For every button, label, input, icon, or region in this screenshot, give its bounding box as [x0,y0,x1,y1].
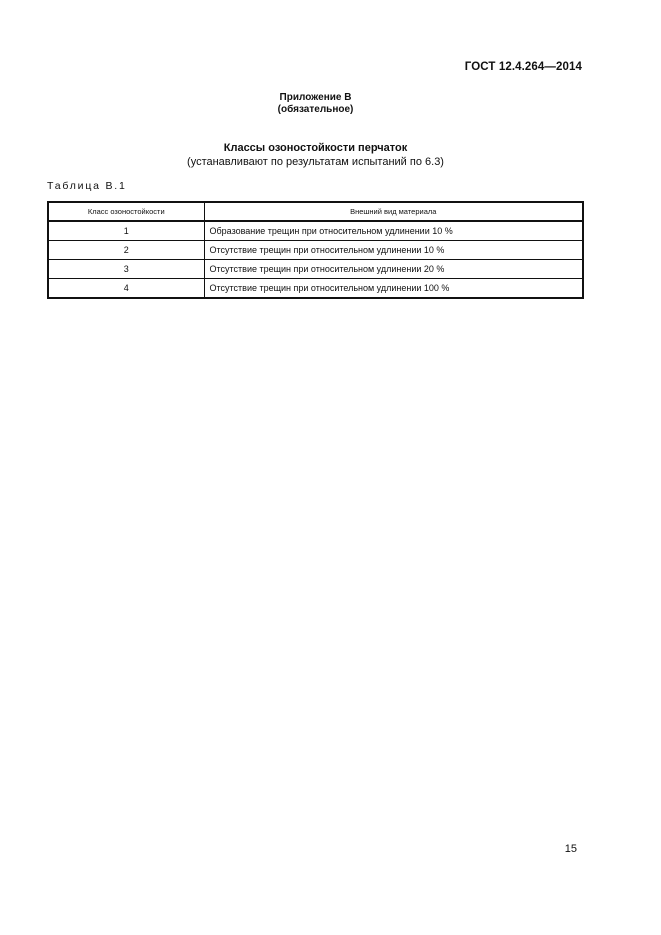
table-row [48,241,583,260]
cell-class: 3 [48,260,204,279]
table-label: Таблица В.1 [47,180,127,192]
appendix-heading [0,92,631,116]
cell-appearance: Отсутствие трещин при относительном удлинении 20 % [204,260,583,279]
cell-appearance: Образование трещин при относительном удлинении 10 % [204,221,583,241]
column-header-appearance: Внешний вид материала [204,202,583,221]
appendix-status: (обязательное) [277,104,354,115]
column-header-class: Класс озоностойкости [48,202,204,221]
table-row [48,221,583,241]
table-row [48,260,583,279]
page-number: 15 [564,843,577,855]
appendix-title: Приложение В [279,92,352,103]
cell-class: 4 [48,279,204,299]
section-subtitle: (устанавливают по результатам испытаний по 6.3) [187,156,444,168]
section-title: Классы озоностойкости перчаток [223,142,408,154]
ozone-resistance-table [47,201,584,299]
cell-appearance: Отсутствие трещин при относительном удлинении 100 % [204,279,583,299]
cell-appearance: Отсутствие трещин при относительном удлинении 10 % [204,241,583,260]
cell-class: 2 [48,241,204,260]
section-heading [0,141,631,169]
table-header-row [48,202,583,221]
table-row [48,279,583,299]
cell-class: 1 [48,221,204,241]
document-code: ГОСТ 12.4.264—2014 [464,61,582,73]
